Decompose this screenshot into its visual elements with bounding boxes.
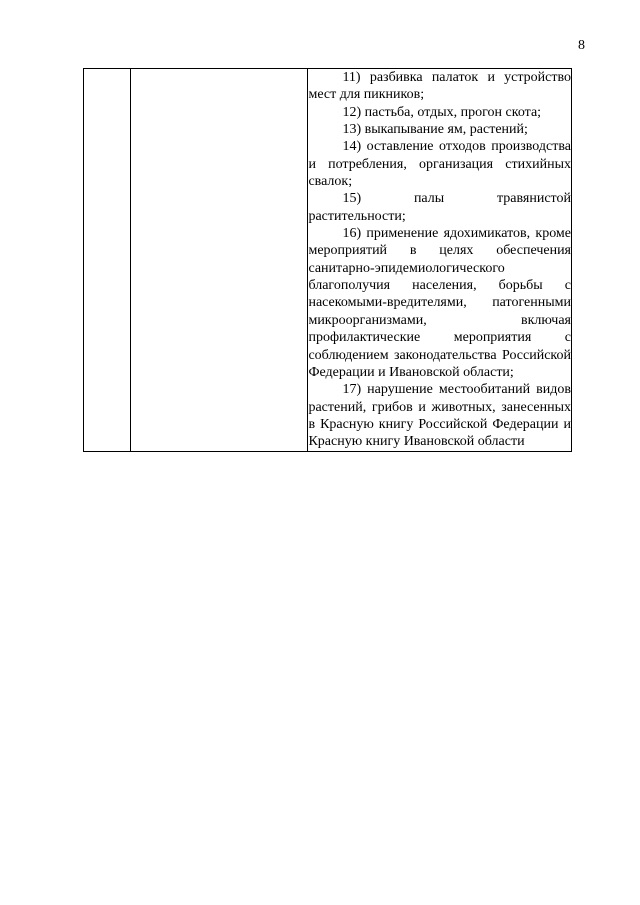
list-item: 16) применение ядохимикатов, кроме мероприятий в целях обеспечения санитарно-эпидемиологического благополучия населения, борьбы с насекомыми-вредителями, патогенными микроорганизмами, включая профилактические мероприятия с соблюдением законодательства Российской Федерации и Ивановской области; [308, 226, 571, 380]
list-item: 11) разбивка палаток и устройство мест для пикников; [308, 70, 571, 103]
table-cell-prohibitions [308, 69, 572, 452]
page-number: 8 [578, 38, 585, 53]
list-item: 15) палы травянистой растительности; [308, 191, 571, 224]
table-cell-name [131, 69, 308, 452]
list-item: 13) выкапывание ям, растений; [342, 122, 528, 138]
list-item: 17) нарушение местообитаний видов растений, грибов и животных, занесенных в Красную книгу Российской Федерации и Красную книгу Ивановской области [308, 382, 571, 450]
table-row [84, 69, 572, 452]
prohibitions-table [83, 68, 572, 452]
list-item: 12) пастьба, отдых, прогон скота; [342, 104, 542, 120]
table-cell-number [84, 69, 131, 452]
list-item: 14) оставление отходов производства и потребления, организация стихийных свалок; [308, 139, 571, 190]
